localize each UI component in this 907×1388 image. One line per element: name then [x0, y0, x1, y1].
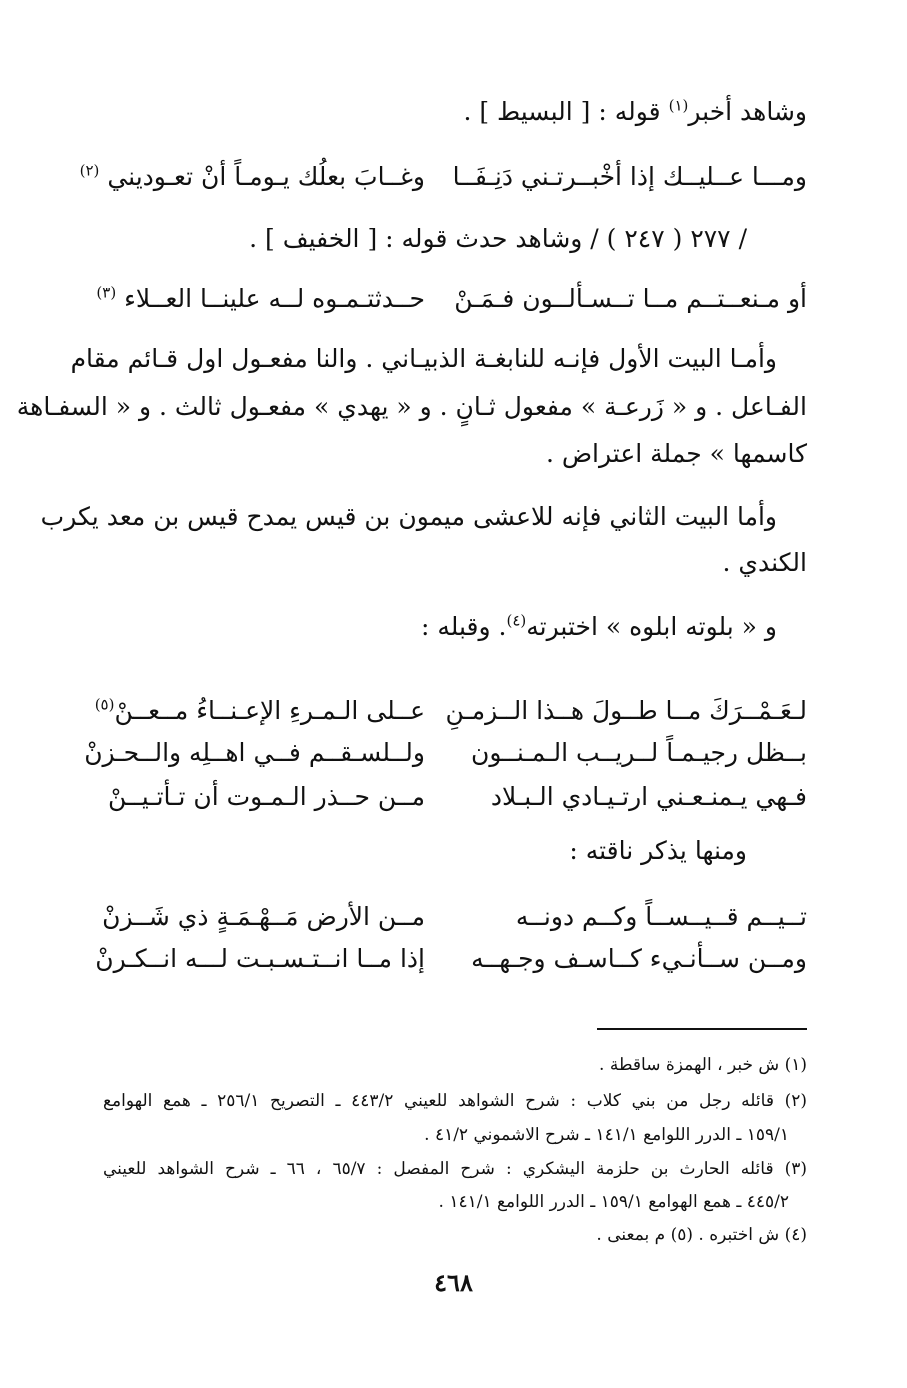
poem-1-verse-2 — [84, 734, 807, 772]
paragraph-1-line-2: الفـاعل . و « زَرعـة » مفعول ثـانٍ . و « يهدي » مفعـول ثالث . و « السفـاهة — [16, 392, 807, 421]
footnote-2-line-1: (٢) قائله رجل من بني كلاب : شرح الشواهد للعيني ٤٤٣/٢ ـ التصريح ٢٥٦/١ ـ همع الهوامع — [103, 1091, 807, 1111]
poem-2-verse-2 — [95, 940, 807, 978]
balawtuhu-line — [95, 610, 777, 644]
intro-tail: قوله : [ البسيط ] . — [463, 97, 661, 126]
paragraph-1-line-1: وأمـا البيت الأول فإنـه للنابغـة الذبيـاني . والنا مفعـول اول قـائم مقام — [70, 344, 777, 373]
poem-1-verse-1-first: لـعَـمْــرَكَ مــا طــولَ هــذا الــزمـنِ — [445, 696, 807, 725]
balawtuhu-tail: . وقبله : — [420, 612, 507, 641]
intro-line-basit — [95, 95, 807, 129]
poem-1-verse-2-first: بــظل رجيـمـاً لــريــب الـمـنــون — [470, 738, 807, 767]
footnote-3-line-2: ٤٤٥/٢ ـ همع الهوامع ١٥٩/١ ـ الدرر اللوامع ١٤١/١ . — [438, 1192, 789, 1212]
verse-2 — [95, 280, 807, 318]
footnote-3-line-1: (٣) قائله الحارث بن حلزمة اليشكري : شرح المفصل : ٦٥/٧ ، ٦٦ ـ شرح الشواهد للعيني — [103, 1159, 808, 1179]
poem-2-verse-2-second: إذا مــا انــتـسـبـت لـــه انــكـرنْ — [95, 944, 425, 973]
poem-1-verse-1 — [95, 692, 807, 730]
footnote-ref-5: (٥) — [94, 695, 115, 714]
footnote-2-line-2: ١٥٩/١ ـ الدرر اللوامع ١٤١/١ ـ شرح الاشموني ٤١/٢ . — [424, 1125, 789, 1145]
verse-2-first-hemistich: أو مـنعــتــم مــا تــسـألــون فـمَـنْ — [454, 284, 807, 313]
footnote-4-5: (٤) ش اختبره . (٥) م بمعنى . — [596, 1225, 807, 1245]
page-number: ٤٦٨ — [434, 1268, 473, 1297]
poem-1-verse-1-second — [95, 692, 425, 730]
poem-1-verse-3-second: مــن حــذر الـمـوت أن تـأتـيــنْ — [108, 782, 425, 811]
khafif-line: / ٢٧٧ ( ٢٤٧ ) / وشاهد حدث قوله : [ الخفيف ] . — [249, 224, 747, 253]
poem-2-verse-1 — [95, 898, 807, 936]
verse-1-second-text: وغــابَ بعلُك يـومـاً أنْ تعـوديني — [107, 162, 425, 191]
verse-1-first-hemistich: ومـــا عــليــك إذا أخْبــرتـني دَنِـفَــا — [452, 162, 807, 191]
verse-1-second-hemistich — [79, 158, 425, 196]
footnote-separator — [597, 1028, 807, 1030]
poem-2-verse-1-second: مــن الأرض مَــهْـمَـةٍ ذي شَــزنْ — [102, 902, 425, 931]
poem-1-verse-2-second: ولــلسـقــم فــي اهــلِه والــحـزنْ — [84, 738, 425, 767]
verse-1 — [79, 158, 807, 196]
poem-2-verse-2-first: ومــن ســأنـيء كــاسـف وجـهــه — [471, 944, 807, 973]
verse-2-second-text: حــدثتـمـوه لــه علينــا العــلاء — [124, 284, 425, 313]
verse-2-second-hemistich — [95, 280, 425, 318]
poem-2-verse-1-first: تــيــم قــيــســاً وكــم دونــه — [515, 902, 807, 931]
intro-text: وشاهد أخبر — [688, 97, 807, 126]
paragraph-1-line-3: كاسمها » جملة اعتراض . — [545, 439, 807, 468]
poem-1-verse-3-first: فـهي يـمنـعـني ارتـيـادي الـبـلاد — [490, 782, 807, 811]
paragraph-2-line-1: وأما البيت الثاني فإنه للاعشى ميمون بن قيس يمدح قيس بن معد يكرب — [40, 502, 777, 531]
footnote-ref-2: (٢) — [79, 161, 100, 180]
footnote-ref-1: (١) — [668, 96, 689, 115]
footnote-1: (١) ش خبر ، الهمزة ساقطة . — [599, 1055, 807, 1075]
balawtuhu-text: و « بلوته ابلوه » اختبرته — [526, 612, 777, 641]
paragraph-2-line-2: الكندي . — [722, 548, 807, 577]
poem-1-verse-1-second-text: عــلى الـمـرءِ الإعـنــاءُ مــعــنْ — [114, 696, 425, 725]
poem-1-verse-3 — [95, 778, 807, 816]
footnote-ref-4: (٤) — [506, 611, 527, 630]
footnote-ref-3: (٣) — [96, 283, 117, 302]
naqa-line: ومنها يذكر ناقته : — [569, 836, 747, 865]
